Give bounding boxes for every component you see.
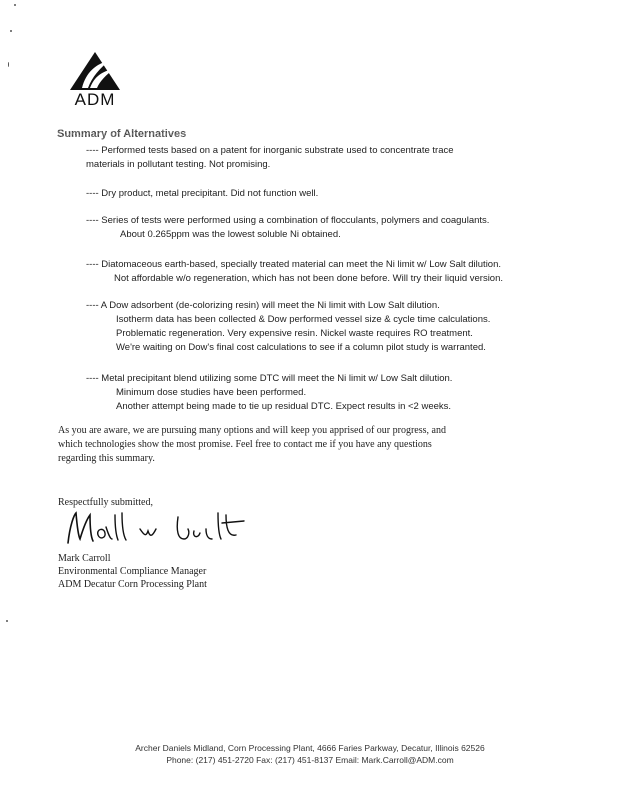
item-line: About 0.265ppm was the lowest soluble Ni obtained. [120,229,341,240]
closing-line: which technologies show the most promise. Feel free to contact me if you have any questions [58,439,432,450]
signature-block [58,552,207,591]
alternative-item [86,258,546,286]
alternative-item [86,187,546,201]
closing-line: As you are aware, we are pursuing many options and will keep you apprised of our progress, and [58,425,446,436]
adm-logo [60,50,130,110]
scan-speck [6,620,8,622]
footer-contact: Phone: (217) 451-2720 Fax: (217) 451-8137 Email: Mark.Carroll@ADM.com [166,755,454,765]
alternative-item [86,144,546,172]
item-line: Not affordable w/o regeneration, which has not been done before. Will try their liquid version. [114,273,504,284]
item-line: ---- Metal precipitant blend utilizing some DTC will meet the Ni limit w/ Low Salt dilution. [86,373,453,384]
footer-address: Archer Daniels Midland, Corn Processing Plant, 4666 Faries Parkway, Decatur, Illinois 62526 [135,743,485,753]
item-line: Minimum dose studies have been performed. [116,387,307,398]
item-line: Isotherm data has been collected & Dow performed vessel size & cycle time calculations. [116,314,491,325]
alternative-item [86,299,546,355]
closing-paragraph [58,424,558,466]
item-line: materials in pollutant testing. Not promising. [86,159,271,170]
closing-line: regarding this summary. [58,453,155,464]
item-line: We're waiting on Dow's final cost calculations to see if a column pilot study is warranted. [116,342,486,353]
regards-text: Respectfully submitted, [58,497,153,508]
item-line: ---- A Dow adsorbent (de-colorizing resin) will meet the Ni limit with Low Salt dilution. [86,300,440,311]
item-line: Problematic regeneration. Very expensive resin. Nickel waste requires RO treatment. [116,328,473,339]
signer-title: Environmental Compliance Manager [58,566,207,577]
item-line: Another attempt being made to tie up residual DTC. Expect results in <2 weeks. [116,401,452,412]
letterhead-footer [40,742,580,766]
item-line: ---- Series of tests were performed using a combination of flocculants, polymers and coagulants. [86,215,490,226]
scan-speck [14,4,16,6]
item-line: ---- Performed tests based on a patent for inorganic substrate used to concentrate trace [86,145,454,156]
alternative-item [86,372,546,414]
handwritten-signature [60,505,270,550]
scan-speck [10,30,12,32]
item-line: ---- Diatomaceous earth-based, specially treated material can meet the Ni limit w/ Low Salt dilution. [86,259,502,270]
signer-organization: ADM Decatur Corn Processing Plant [58,579,207,590]
section-heading-text: Summary of Alternatives [57,128,187,140]
scan-speck [8,62,9,67]
logo-wordmark: ADM [74,90,116,109]
adm-leaf-icon [60,50,130,94]
alternative-item [86,214,546,242]
signer-name: Mark Carroll [58,553,111,564]
section-heading [57,128,227,142]
item-line: ---- Dry product, metal precipitant. Did not function well. [86,188,319,199]
